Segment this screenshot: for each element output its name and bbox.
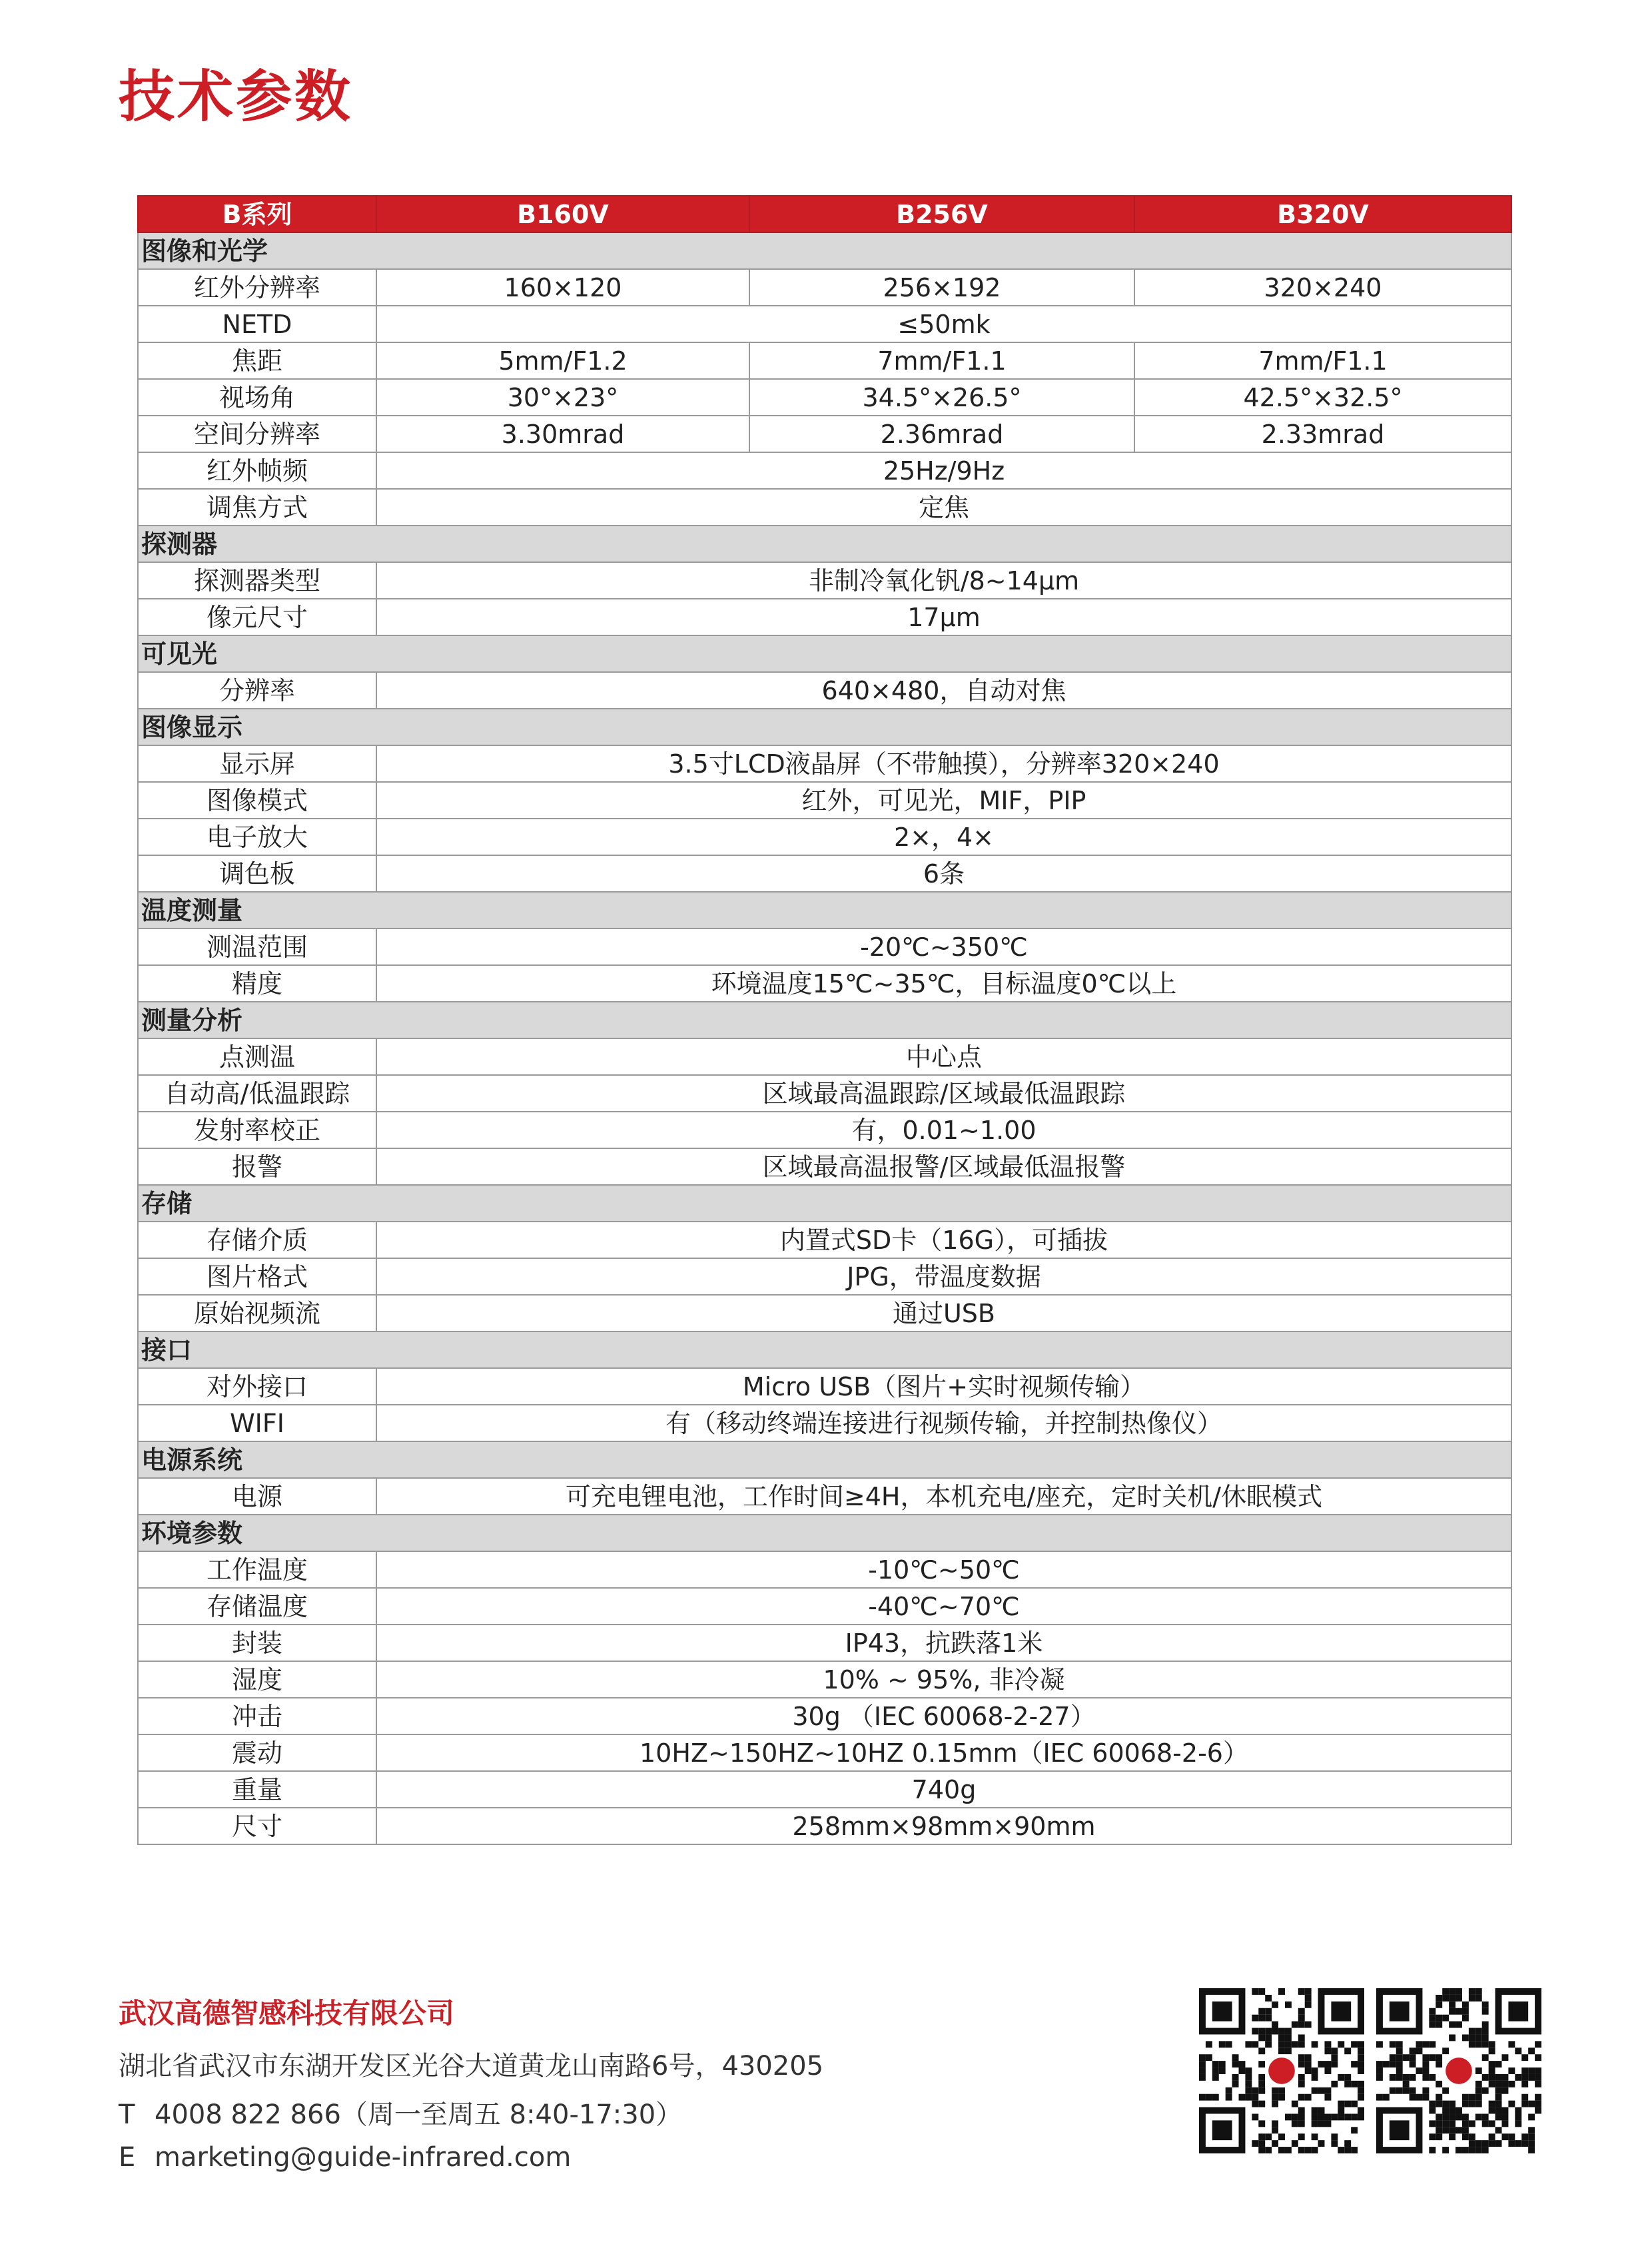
row-value: 160×120 [376,269,749,306]
page-title: 技术参数 [119,64,354,129]
row-value: -20℃~350℃ [376,929,1511,965]
section-title: 测量分析 [138,1002,1511,1038]
row-label: WIFI [138,1405,376,1441]
row-value: 通过USB [376,1295,1511,1331]
row-value: 可充电锂电池，工作时间≥4H，本机充电/座充，定时关机/休眠模式 [376,1478,1511,1515]
row-label: 震动 [138,1734,376,1771]
table-row [138,269,1511,306]
row-value: 内置式SD卡（16G），可插拔 [376,1222,1511,1258]
table-row [138,599,1511,635]
row-value: 区域最高温报警/区域最低温报警 [376,1148,1511,1185]
row-label: 工作温度 [138,1551,376,1588]
table-row [138,965,1511,1002]
table-row [138,562,1511,599]
row-value: 740g [376,1771,1511,1808]
row-label: 发射率校正 [138,1112,376,1148]
section-title: 电源系统 [138,1441,1511,1478]
table-row [138,1038,1511,1075]
table-row [138,1295,1511,1331]
row-label: 报警 [138,1148,376,1185]
phone-label: T [119,2099,135,2130]
row-label: NETD [138,306,376,342]
table-row [138,672,1511,709]
footer [119,1992,823,2183]
spec-table-body [138,232,1511,1844]
row-value: 640×480，自动对焦 [376,672,1511,709]
table-row [138,1478,1511,1515]
section-row [138,709,1511,745]
header-cell-b256v: B256V [749,196,1134,232]
row-value: 10% ~ 95%, 非冷凝 [376,1661,1511,1698]
row-value: 5mm/F1.2 [376,342,749,379]
row-value: 42.5°×32.5° [1134,379,1511,416]
section-row [138,892,1511,929]
table-row [138,855,1511,892]
table-row [138,1222,1511,1258]
row-label: 调焦方式 [138,489,376,526]
row-value: Micro USB（图片+实时视频传输） [376,1368,1511,1405]
header-cell-b320v: B320V [1134,196,1511,232]
table-row [138,1368,1511,1405]
row-value: 258mm×98mm×90mm [376,1808,1511,1844]
row-value: 有，0.01~1.00 [376,1112,1511,1148]
row-value: ≤50mk [376,306,1511,342]
row-label: 探测器类型 [138,562,376,599]
table-row [138,1405,1511,1441]
row-label: 点测温 [138,1038,376,1075]
weibo-qr-code-icon [1376,1988,1541,2153]
row-value: JPG，带温度数据 [376,1258,1511,1295]
header-cell-b160v: B160V [376,196,749,232]
row-value: 定焦 [376,489,1511,526]
company-address: 湖北省武汉市东湖开发区光谷大道黄龙山南路6号，430205 [119,2051,824,2081]
row-label: 原始视频流 [138,1295,376,1331]
section-title: 存储 [138,1185,1511,1222]
row-label: 测温范围 [138,929,376,965]
section-row [138,1185,1511,1222]
section-row [138,635,1511,672]
row-value: 10HZ~150HZ~10HZ 0.15mm（IEC 60068-2-6） [376,1734,1511,1771]
row-label: 对外接口 [138,1368,376,1405]
email-value[interactable]: marketing@guide-infrared.com [155,2142,572,2173]
company-phone [119,2093,823,2131]
row-value: 30g （IEC 60068-2-27） [376,1698,1511,1734]
row-label: 焦距 [138,342,376,379]
row-value: 2.33mrad [1134,416,1511,452]
table-row [138,782,1511,819]
row-value: 30°×23° [376,379,749,416]
row-value: -40℃~70℃ [376,1588,1511,1625]
row-label: 封装 [138,1625,376,1661]
row-value: 3.30mrad [376,416,749,452]
row-value: 环境温度15℃~35℃，目标温度0℃以上 [376,965,1511,1002]
spec-table [137,195,1512,1845]
row-value: 中心点 [376,1038,1511,1075]
row-label: 电子放大 [138,819,376,855]
section-row [138,232,1511,269]
row-value: IP43，抗跌落1米 [376,1625,1511,1661]
section-row [138,1515,1511,1551]
table-row [138,1258,1511,1295]
table-row [138,1808,1511,1844]
company-email[interactable] [119,2142,823,2173]
row-label: 存储介质 [138,1222,376,1258]
phone-value: 4008 822 866（周一至周五 8:40-17:30） [155,2099,683,2130]
table-row [138,1148,1511,1185]
row-value: 25Hz/9Hz [376,452,1511,489]
row-label: 红外分辨率 [138,269,376,306]
row-label: 存储温度 [138,1588,376,1625]
row-value: 34.5°×26.5° [749,379,1134,416]
row-label: 尺寸 [138,1808,376,1844]
section-row [138,1331,1511,1368]
table-row [138,1588,1511,1625]
row-label: 湿度 [138,1661,376,1698]
table-header-row [138,196,1511,232]
table-row [138,1661,1511,1698]
table-row [138,819,1511,855]
row-value: 6条 [376,855,1511,892]
row-label: 图像模式 [138,782,376,819]
row-label: 图片格式 [138,1258,376,1295]
row-value: 256×192 [749,269,1134,306]
row-value: 2.36mrad [749,416,1134,452]
row-value: 非制冷氧化钒/8~14μm [376,562,1511,599]
table-row [138,306,1511,342]
row-value: -10℃~50℃ [376,1551,1511,1588]
section-title: 可见光 [138,635,1511,672]
section-title: 探测器 [138,526,1511,562]
table-row [138,1075,1511,1112]
table-row [138,379,1511,416]
row-label: 红外帧频 [138,452,376,489]
row-label: 显示屏 [138,745,376,782]
section-row [138,1441,1511,1478]
row-label: 视场角 [138,379,376,416]
table-row [138,489,1511,526]
row-value: 7mm/F1.1 [749,342,1134,379]
email-label: E [119,2142,136,2173]
table-row [138,1771,1511,1808]
section-title: 图像显示 [138,709,1511,745]
table-row [138,1734,1511,1771]
table-row [138,1112,1511,1148]
section-title: 环境参数 [138,1515,1511,1551]
row-value: 有（移动终端连接进行视频传输，并控制热像仪） [376,1405,1511,1441]
row-value: 红外，可见光，MIF，PIP [376,782,1511,819]
section-title: 温度测量 [138,892,1511,929]
row-label: 调色板 [138,855,376,892]
section-title: 图像和光学 [138,232,1511,269]
table-row [138,416,1511,452]
section-title: 接口 [138,1331,1511,1368]
row-value: 区域最高温跟踪/区域最低温跟踪 [376,1075,1511,1112]
table-row [138,929,1511,965]
section-row [138,1002,1511,1038]
row-value: 17μm [376,599,1511,635]
section-row [138,526,1511,562]
row-label: 电源 [138,1478,376,1515]
table-row [138,745,1511,782]
wechat-qr-code-icon [1199,1988,1364,2153]
row-value: 2×，4× [376,819,1511,855]
row-label: 冲击 [138,1698,376,1734]
row-label: 空间分辨率 [138,416,376,452]
company-name: 武汉高德智感科技有限公司 [119,1997,455,2030]
row-label: 像元尺寸 [138,599,376,635]
header-cell-series: B系列 [138,196,376,232]
row-label: 精度 [138,965,376,1002]
table-row [138,342,1511,379]
table-row [138,452,1511,489]
row-label: 分辨率 [138,672,376,709]
row-label: 重量 [138,1771,376,1808]
table-row [138,1698,1511,1734]
table-row [138,1625,1511,1661]
row-value: 3.5寸LCD液晶屏（不带触摸），分辨率320×240 [376,745,1511,782]
row-label: 自动高/低温跟踪 [138,1075,376,1112]
table-row [138,1551,1511,1588]
row-value: 320×240 [1134,269,1511,306]
row-value: 7mm/F1.1 [1134,342,1511,379]
